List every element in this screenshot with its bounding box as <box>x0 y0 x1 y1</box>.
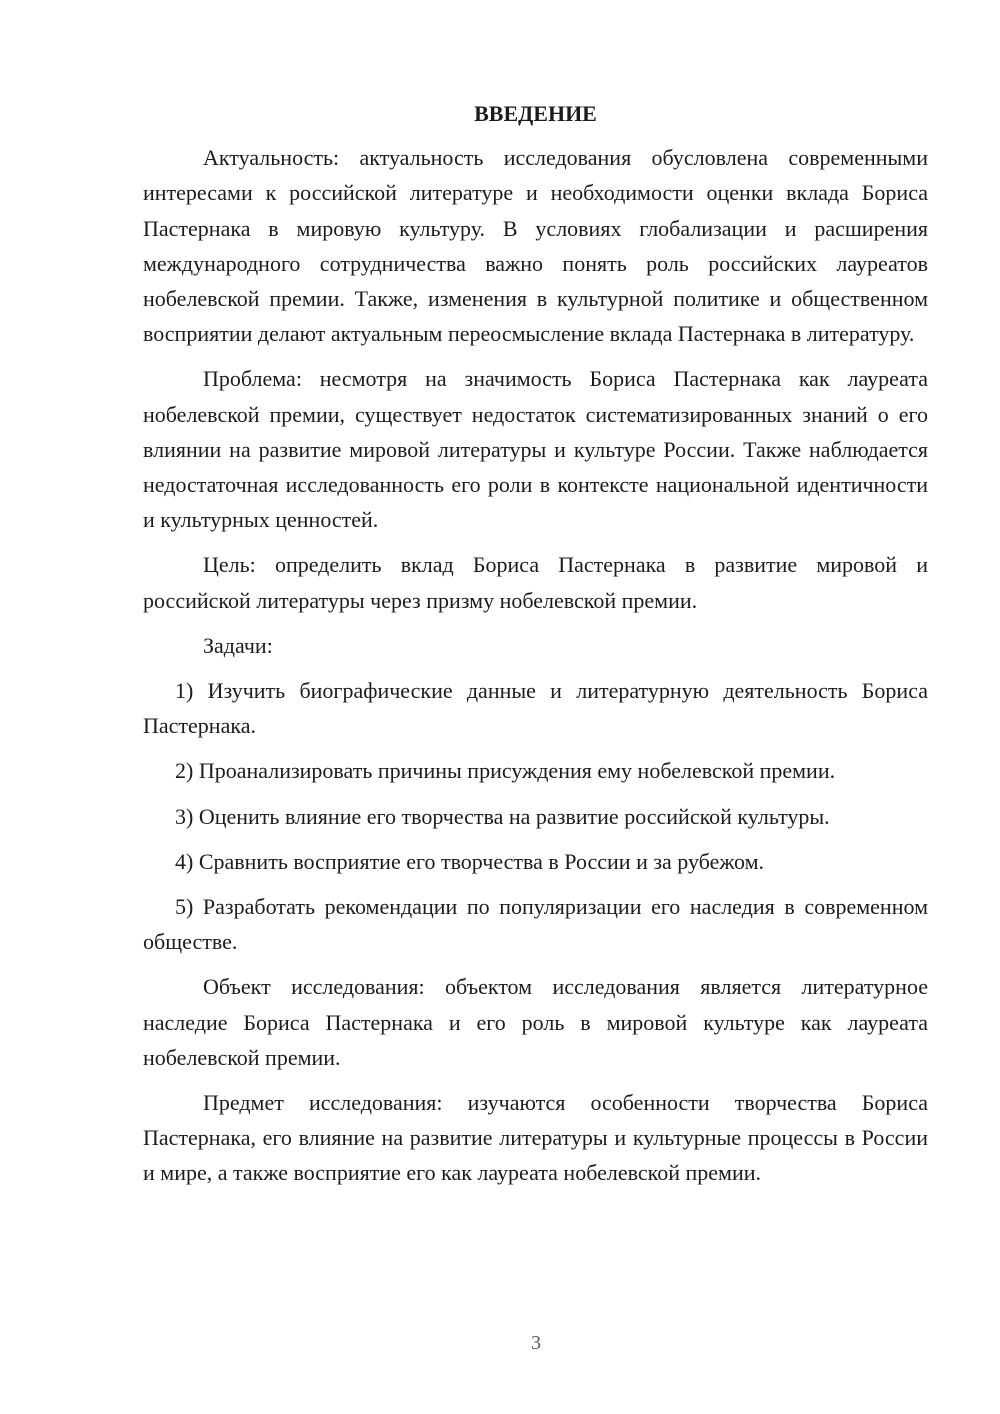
subject-paragraph: Предмет исследования: изучаются особенности творчества Бориса Пастернака, его влияние на развитие литературы и культурные процессы в России и мире, а также восприятие его как лауреата нобелевской премии. <box>143 1090 928 1186</box>
relevance-paragraph: Актуальность: актуальность исследования обусловлена современными интересами к российской литературе и необходимости оценки вклада Бориса Пастернака в мировую культуру. В условиях глобализации и расширения международного сотрудничества важно понять роль российских лауреатов нобелевской премии. Также, изменения в культурной политике и общественном восприятии делают актуальным переосмысление вклада Пастернака в литературу. <box>143 145 928 347</box>
document-page <box>143 96 928 1201</box>
task-item-2: 2) Проанализировать причины присуждения ему нобелевской премии. <box>175 758 836 784</box>
problem-paragraph: Проблема: несмотря на значимость Бориса Пастернака как лауреата нобелевской премии, существует недостаток систематизированных знаний о его влиянии на развитие мировой литературы и культуре России. Также наблюдается недостаточная исследованность его роли в контексте национальной идентичности и культурных ценностей. <box>143 366 928 533</box>
goal-paragraph: Цель: определить вклад Бориса Пастернака в развитие мировой и российской литературы через призму нобелевской премии. <box>143 552 928 613</box>
task-item-5: 5) Разработать рекомендации по популяризации его наследия в современном обществе. <box>143 894 928 955</box>
tasks-heading: Задачи: <box>203 632 273 658</box>
task-item-3: 3) Оценить влияние его творчества на развитие российской культуры. <box>175 803 830 829</box>
task-item-4: 4) Сравнить восприятие его творчества в России и за рубежом. <box>175 848 765 874</box>
page-number: 3 <box>531 1332 541 1354</box>
task-item-1: 1) Изучить биографические данные и литературную деятельность Бориса Пастернака. <box>143 678 928 739</box>
object-paragraph: Объект исследования: объектом исследования является литературное наследие Бориса Пастернака и его роль в мировой культуре как лауреата нобелевской премии. <box>143 974 928 1070</box>
section-title: ВВЕДЕНИЕ <box>474 101 597 126</box>
